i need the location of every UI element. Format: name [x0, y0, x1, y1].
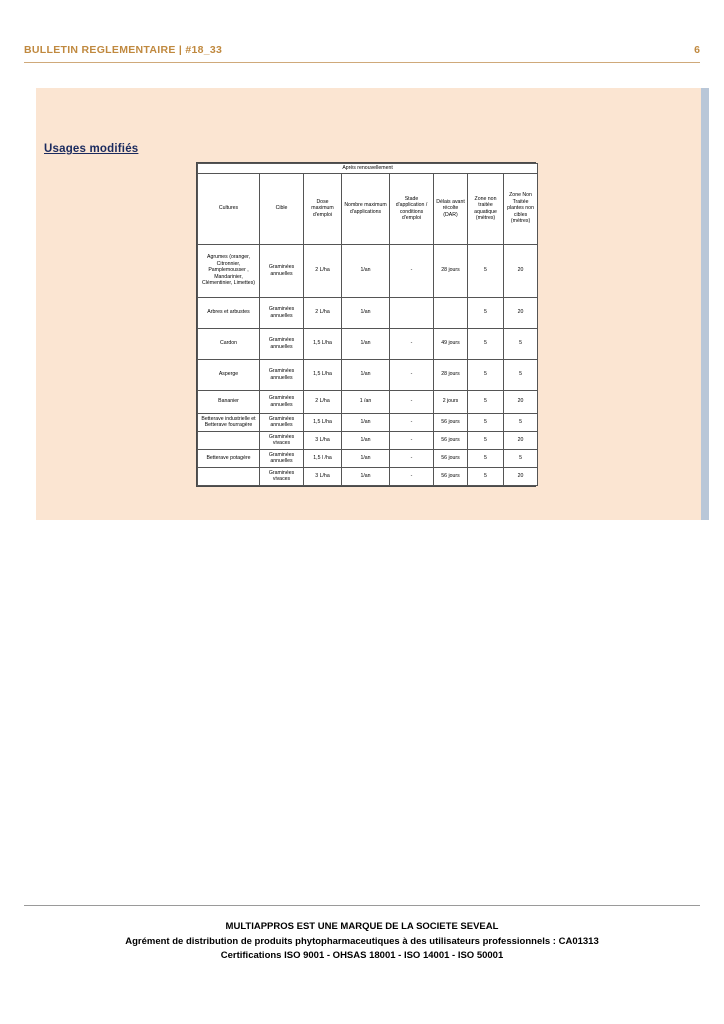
cell-applications: 1/an: [342, 359, 390, 390]
footer-divider: [24, 905, 700, 906]
cell-stade: -: [390, 413, 434, 431]
cell-dose: 1,5 L/ha: [304, 359, 342, 390]
cell-cible: Graminées annuelles: [260, 413, 304, 431]
cell-culture: Betterave industrielle et Betterave fourragère: [198, 413, 260, 431]
cell-cible: Graminées vivaces: [260, 431, 304, 449]
cell-dar: 49 jours: [434, 328, 468, 359]
usages-table-container: [196, 162, 536, 487]
cell-znt-aquatique: 5: [468, 328, 504, 359]
cell-dar: 56 jours: [434, 413, 468, 431]
cell-stade: [390, 297, 434, 328]
cell-znt-plantes: 20: [504, 431, 538, 449]
page-header: [0, 44, 724, 70]
table-row: [198, 244, 538, 297]
cell-znt-aquatique: 5: [468, 244, 504, 297]
table-row: [198, 449, 538, 467]
cell-applications: 1/an: [342, 413, 390, 431]
header-title: BULLETIN REGLEMENTAIRE | #18_33: [24, 44, 223, 56]
cell-stade: -: [390, 244, 434, 297]
cell-culture: [198, 467, 260, 485]
column-header-dose: Dose maximum d'emploi: [304, 173, 342, 244]
cell-dose: 3 L/ha: [304, 431, 342, 449]
table-row: [198, 467, 538, 485]
cell-znt-aquatique: 5: [468, 467, 504, 485]
footer-line-3: Certifications ISO 9001 - OHSAS 18001 - ISO 14001 - ISO 50001: [220, 950, 504, 962]
cell-stade: -: [390, 431, 434, 449]
cell-dose: 1,5 L/ha: [304, 413, 342, 431]
cell-applications: 1/an: [342, 297, 390, 328]
section-title: Usages modifiés: [44, 143, 139, 155]
cell-dar: 56 jours: [434, 431, 468, 449]
cell-culture: Agrumes (oranger, Citronnier, Pamplemousser , Mandarinier, Clémentinier, Limettes): [198, 244, 260, 297]
cell-culture: Betterave potagère: [198, 449, 260, 467]
cell-dar: 28 jours: [434, 359, 468, 390]
cell-dose: 2 L/ha: [304, 244, 342, 297]
cell-cible: Graminées annuelles: [260, 390, 304, 413]
cell-cible: Graminées annuelles: [260, 244, 304, 297]
cell-stade: -: [390, 467, 434, 485]
cell-applications: 1/an: [342, 328, 390, 359]
cell-cible: Graminées annuelles: [260, 359, 304, 390]
cell-cible: Graminées annuelles: [260, 449, 304, 467]
footer-line-2: Agrément de distribution de produits phytopharmaceutiques à des utilisateurs professionnels : CA01313: [125, 935, 599, 947]
cell-znt-plantes: 5: [504, 449, 538, 467]
table-header-row: [198, 173, 538, 244]
cell-culture: Bananier: [198, 390, 260, 413]
cell-znt-plantes: 5: [504, 359, 538, 390]
cell-dar: 28 jours: [434, 244, 468, 297]
cell-dar: 56 jours: [434, 467, 468, 485]
page-number: 6: [694, 44, 700, 56]
column-header-applications: Nombre maximum d'applications: [342, 173, 390, 244]
cell-znt-aquatique: 5: [468, 431, 504, 449]
cell-culture: [198, 431, 260, 449]
cell-dose: 1,5 l /ha: [304, 449, 342, 467]
column-header-cultures: Cultures: [198, 173, 260, 244]
column-header-stade: Stade d'application / conditions d'emploi: [390, 173, 434, 244]
column-header-cible: Cible: [260, 173, 304, 244]
cell-dar: 56 jours: [434, 449, 468, 467]
column-header-znt-aquatique: Zone non traitée aquatique (mètres): [468, 173, 504, 244]
cell-dar: [434, 297, 468, 328]
cell-dar: 2 jours: [434, 390, 468, 413]
cell-dose: 2 L/ha: [304, 390, 342, 413]
cell-znt-plantes: 5: [504, 328, 538, 359]
cell-applications: 1/an: [342, 449, 390, 467]
cell-znt-plantes: 5: [504, 413, 538, 431]
cell-znt-aquatique: 5: [468, 390, 504, 413]
cell-stade: -: [390, 449, 434, 467]
header-divider: [24, 62, 700, 63]
cell-applications: 1/an: [342, 431, 390, 449]
cell-cible: Graminées annuelles: [260, 328, 304, 359]
cell-cible: Graminées vivaces: [260, 467, 304, 485]
table-caption: Après renouvellement: [198, 164, 538, 174]
page-footer: [0, 920, 724, 964]
table-caption-row: [198, 164, 538, 174]
usages-table: [197, 163, 538, 486]
cell-znt-plantes: 20: [504, 390, 538, 413]
table-row: [198, 390, 538, 413]
cell-stade: -: [390, 328, 434, 359]
table-row: [198, 413, 538, 431]
cell-applications: 1/an: [342, 467, 390, 485]
cell-znt-aquatique: 5: [468, 297, 504, 328]
cell-applications: 1 /an: [342, 390, 390, 413]
cell-applications: 1/an: [342, 244, 390, 297]
cell-culture: Asperge: [198, 359, 260, 390]
cell-dose: 2 L/ha: [304, 297, 342, 328]
cell-stade: -: [390, 359, 434, 390]
cell-dose: 1,5 L/ha: [304, 328, 342, 359]
table-row: [198, 431, 538, 449]
table-row: [198, 359, 538, 390]
column-header-dar: Délais avant récolte (DAR): [434, 173, 468, 244]
cell-culture: Cardon: [198, 328, 260, 359]
cell-znt-aquatique: 5: [468, 413, 504, 431]
column-header-znt-plantes: Zone Non Traitée plantes non cibles (mètres): [504, 173, 538, 244]
table-row: [198, 297, 538, 328]
cell-znt-aquatique: 5: [468, 359, 504, 390]
cell-dose: 3 L/ha: [304, 467, 342, 485]
cell-znt-plantes: 20: [504, 297, 538, 328]
cell-culture: Arbres et arbustes: [198, 297, 260, 328]
cell-stade: -: [390, 390, 434, 413]
cell-znt-plantes: 20: [504, 244, 538, 297]
cell-znt-plantes: 20: [504, 467, 538, 485]
cell-znt-aquatique: 5: [468, 449, 504, 467]
footer-line-1: MULTIAPPROS EST UNE MARQUE DE LA SOCIETE SEVEAL: [225, 921, 499, 932]
cell-cible: Graminées annuelles: [260, 297, 304, 328]
panel-sidebar-accent: [701, 88, 709, 520]
table-row: [198, 328, 538, 359]
